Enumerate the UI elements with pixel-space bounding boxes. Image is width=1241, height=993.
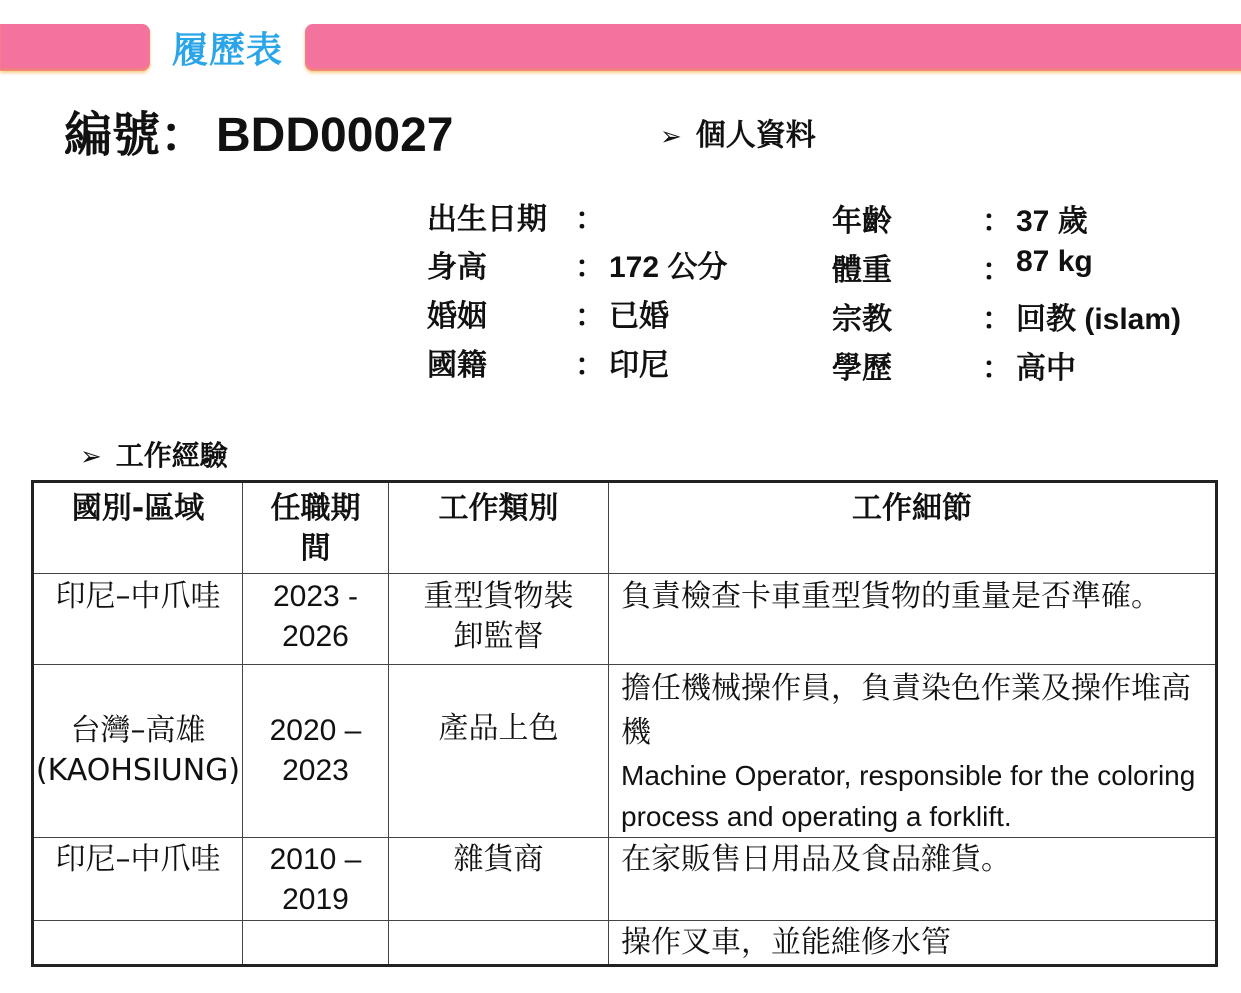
cell-period: 2023 - 2026 — [243, 574, 389, 665]
page-title: 履歷表 — [172, 30, 284, 71]
details-english: Machine Operator, responsible for the coloring process and operating a forklift. — [621, 760, 1196, 832]
table-row — [33, 574, 1217, 665]
cell-region — [33, 921, 243, 966]
cell-details — [609, 665, 1217, 838]
info-label: 身高 — [427, 250, 487, 285]
info-label: 婚姻 — [427, 299, 487, 334]
serial-value: BDD00027 — [216, 109, 454, 162]
info-value: 37 歲 — [1016, 205, 1088, 238]
cell-category: 雜貨商 — [389, 838, 609, 921]
table-row — [33, 838, 1217, 921]
cell-period — [243, 921, 389, 966]
header-region: 國別-區域 — [33, 482, 243, 574]
info-colon: ： — [982, 204, 1012, 239]
details-chinese: 擔任機械操作員，負責染色作業及操作堆高機 — [621, 671, 1191, 750]
info-label: 宗教 — [832, 302, 892, 337]
header-period: 任職期間 — [243, 482, 389, 574]
info-colon: ： — [982, 351, 1012, 386]
header-details: 工作細節 — [609, 482, 1217, 574]
cell-region: 印尼–中爪哇 — [33, 838, 243, 921]
table-header-row — [33, 482, 1217, 574]
serial-label: 編號： — [64, 107, 209, 163]
header-bar-left — [0, 24, 150, 71]
info-value: 87 kg — [1016, 245, 1093, 278]
cell-category: 產品上色 — [389, 665, 609, 838]
cell-category: 重型貨物裝卸監督 — [389, 574, 609, 665]
header-category: 工作類別 — [389, 482, 609, 574]
section-work — [80, 434, 228, 474]
info-colon: ： — [575, 250, 605, 285]
info-value: 高中 — [1016, 352, 1076, 385]
info-colon: ： — [982, 302, 1012, 337]
cell-region: 印尼–中爪哇 — [33, 574, 243, 665]
arrow-bullet-icon: ➢ — [80, 442, 102, 472]
info-colon: ： — [575, 202, 605, 237]
info-value: 回教 (islam) — [1016, 303, 1182, 336]
info-label: 國籍 — [427, 348, 487, 383]
info-colon: ： — [575, 348, 605, 383]
info-label: 體重 — [832, 253, 892, 288]
info-colon: ： — [575, 299, 605, 334]
info-label: 年齡 — [832, 204, 892, 239]
work-experience-table — [31, 480, 1218, 967]
info-value: 172 公分 — [609, 251, 728, 284]
cell-region: 台灣–高雄 (KAOHSIUNG) — [33, 665, 243, 838]
table-row — [33, 921, 1217, 966]
info-colon: ： — [982, 253, 1012, 288]
section-personal-title: 個人資料 — [695, 118, 816, 153]
cell-period: 2020 – 2023 — [243, 665, 389, 838]
section-work-title: 工作經驗 — [115, 439, 228, 472]
arrow-bullet-icon: ➢ — [660, 122, 682, 152]
info-label: 出生日期 — [427, 202, 547, 237]
info-value: 已婚 — [609, 300, 669, 333]
cell-details: 操作叉車，並能維修水管 — [609, 921, 1217, 966]
table-row — [33, 665, 1217, 838]
header-bar-right — [305, 24, 1241, 71]
section-personal — [660, 110, 816, 154]
cell-period: 2010 – 2019 — [243, 838, 389, 921]
cell-details: 在家販售日用品及食品雜貨。 — [609, 838, 1217, 921]
info-label: 學歷 — [832, 351, 892, 386]
info-value: 印尼 — [609, 349, 669, 382]
serial-number — [64, 96, 453, 165]
cell-category — [389, 921, 609, 966]
cell-details: 負責檢查卡車重型貨物的重量是否準確。 — [609, 574, 1217, 665]
